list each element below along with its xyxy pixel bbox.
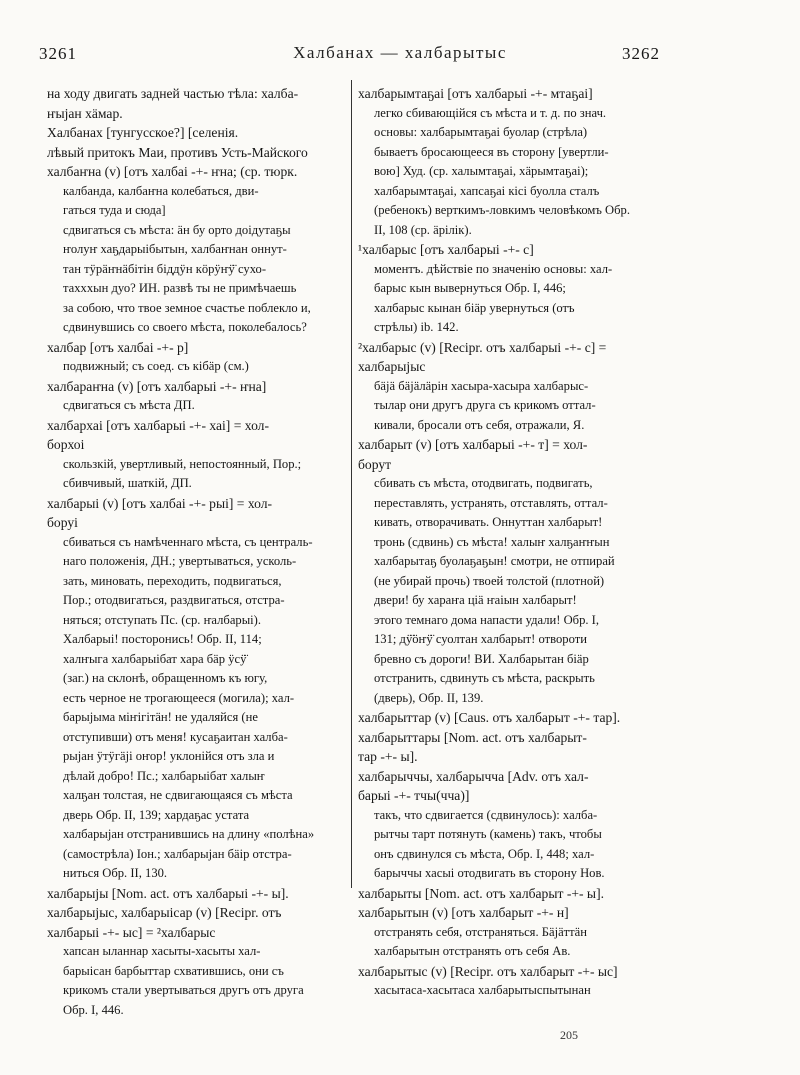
definition-line: (дверь), Обр. II, 139. bbox=[374, 690, 484, 705]
dictionary-entry bbox=[358, 435, 673, 708]
definition-line: сбиваться съ намѣченнаго мѣста, съ централь- bbox=[63, 534, 313, 549]
definition-line: рытчы тарт потянуть (камень) такъ, чтобы bbox=[374, 827, 602, 841]
definition-line: ниться Обр. II, 130. bbox=[63, 866, 168, 880]
entry-headword bbox=[47, 903, 347, 942]
entry-headword bbox=[358, 903, 673, 923]
dictionary-entry bbox=[358, 708, 673, 728]
definition-line: барыјыма міҥігітӓн! не удаляйся (не bbox=[63, 710, 258, 724]
definition-line: дѣлай добро! Пс.; халбарыібат халыҥ bbox=[63, 768, 265, 783]
headword-line: ¹халбарыс [отъ халбарыі -+- с] bbox=[358, 242, 534, 257]
definition-line: подвижный; съ соед. съ кібӓр (см.) bbox=[63, 359, 249, 373]
definition-line: гаться туда и сюда] bbox=[63, 203, 166, 217]
right-column bbox=[358, 84, 673, 1034]
definition-line: халбарытын отстранять отъ себя Ав. bbox=[374, 944, 571, 958]
headword-line: халбарыты [Nom. act. отъ халбарыт -+- ы]. bbox=[358, 885, 604, 901]
entry-definition bbox=[358, 806, 673, 884]
definition-line: тылар они другъ друга съ крикомъ оттал- bbox=[374, 398, 596, 412]
definition-line: вою] Худ. (ср. халымтаҕаі, хӓрымтаҕаі); bbox=[374, 164, 589, 178]
definition-line: (заг.) на склонѣ, обращенномъ къ югу, bbox=[63, 671, 268, 685]
headword-line: на ходу двигать задней частью тѣла: халба- bbox=[47, 86, 299, 101]
entry-definition bbox=[358, 474, 673, 708]
definition-line: моментъ. дѣйствіе по значенію основы: хал- bbox=[374, 261, 613, 276]
definition-line: основы: халбарымтаҕаі буолар (стрѣла) bbox=[374, 125, 588, 139]
definition-line: халҕан толстая, не сдвигающаяся съ мѣста bbox=[63, 788, 293, 802]
definition-line: сдвигаться съ мѣста: ӓн бу орто доідутаҕы bbox=[63, 222, 291, 237]
headword-line: халбарыт (v) [отъ халбарыі -+- т] = хол- bbox=[358, 437, 588, 452]
headword-line: ҥыјан хӓмар. bbox=[47, 105, 123, 121]
dictionary-entry bbox=[47, 338, 347, 377]
definition-line: тан тӱрӓҥнӓбітін біддӱн кӧрӱҥӱ̈ сухо- bbox=[63, 261, 267, 276]
entry-headword bbox=[358, 240, 673, 260]
definition-line: халбарытаҕ буолаҕаҕын! смотри, не отпирай bbox=[374, 554, 615, 568]
headword-line: халбарыјыс bbox=[358, 359, 426, 374]
definition-line: кивать, отворачивать. Оннуттан халбарыт! bbox=[374, 515, 603, 529]
entry-definition bbox=[358, 981, 673, 1001]
headword-line: борут bbox=[358, 456, 392, 472]
dictionary-entry bbox=[47, 162, 347, 338]
entry-headword bbox=[47, 884, 347, 904]
definition-line: тронь (сдвинь) съ мѣста! халыҥ халҕаҥҥын bbox=[374, 534, 610, 549]
entry-headword bbox=[47, 338, 347, 358]
headword-line: халбархаі [отъ халбарыі -+- хаі] = хол- bbox=[47, 417, 269, 433]
headword-line: лѣвый притокъ Маи, противъ Усть-Майского bbox=[47, 144, 308, 160]
definition-line: сдвигаться съ мѣста ДП. bbox=[63, 398, 195, 412]
entry-headword bbox=[358, 884, 673, 904]
definition-line: отстранить, сдвинуть съ мѣста, раскрыть bbox=[374, 671, 595, 685]
dictionary-entry bbox=[358, 884, 673, 904]
definition-line: этого темнаго дома напасти удали! Обр. I, bbox=[374, 612, 600, 627]
definition-line: отстранять себя, отстраняться. Бӓјӓттӓн bbox=[374, 924, 587, 939]
dictionary-entry bbox=[47, 123, 347, 162]
headword-line: халбарыттары [Nom. act. отъ халбарыт- bbox=[358, 729, 587, 745]
definition-line: бӓјӓ бӓјӓлӓрін хасыра-хасыра халбарыс- bbox=[374, 378, 589, 393]
dictionary-entry bbox=[47, 884, 347, 904]
entry-definition bbox=[47, 396, 347, 416]
dictionary-entry bbox=[358, 962, 673, 1001]
definition-line: онъ сдвинулся съ мѣста, Обр. I, 448; хал- bbox=[374, 846, 595, 861]
definition-line: такъ, что сдвигается (сдвинулось): халба- bbox=[374, 807, 598, 822]
definition-line: 131; дӱ̈ӧҥӱ̈ суолтан халбарыт! отвороти bbox=[374, 632, 587, 646]
dictionary-entry bbox=[47, 903, 347, 1020]
headword-line: халбарыі (v) [отъ халбаі -+- рыі] = хол- bbox=[47, 495, 273, 511]
entry-headword bbox=[358, 338, 673, 377]
dictionary-entry bbox=[358, 240, 673, 338]
definition-line: есть черное не трогающееся (могила); хал- bbox=[63, 690, 295, 705]
headword-line: халбар [отъ халбаі -+- р] bbox=[47, 339, 189, 355]
dictionary-entry bbox=[358, 84, 673, 240]
definition-line: кивали, бросали отъ себя, отражали, Я. bbox=[374, 417, 585, 432]
definition-line: барыс кын вывернуться Обр. I, 446; bbox=[374, 281, 566, 295]
headword-line: халбарыттар (v) [Caus. отъ халбарыт -+- тар]. bbox=[358, 710, 621, 725]
headword-line: халбарытын (v) [отъ халбарыт -+- н] bbox=[358, 905, 569, 920]
definition-line: двери! бу хараҥа ціӓ ҥаіын халбарыт! bbox=[374, 593, 577, 607]
left-column bbox=[47, 84, 347, 1034]
headword-line: боруі bbox=[47, 515, 78, 530]
headword-line: халбарытыс (v) [Recipr. отъ халбарыт -+- ыс] bbox=[358, 963, 618, 979]
entry-headword bbox=[47, 84, 347, 123]
entry-definition bbox=[358, 377, 673, 436]
entry-definition bbox=[358, 104, 673, 241]
headword-line: халбараҥна (v) [отъ халбарыі -+- ҥна] bbox=[47, 378, 267, 394]
entry-headword bbox=[358, 767, 673, 806]
entry-headword bbox=[47, 416, 347, 455]
entry-definition bbox=[47, 533, 347, 884]
definition-line: (ребенокъ) верткимъ-ловкимъ человѣкомъ Обр. bbox=[374, 203, 630, 217]
definition-line: няться; отступать Пс. (ср. ҥалбарыі). bbox=[63, 612, 262, 627]
folio-number: 205 bbox=[560, 1028, 578, 1042]
definition-line: наго положенія, ДН.; увертываться, усколь- bbox=[63, 554, 297, 568]
definition-line: стрѣлы) ib. 142. bbox=[374, 320, 459, 334]
dictionary-entry bbox=[358, 728, 673, 767]
definition-line: Халбарыі! посторонись! Обр. II, 114; bbox=[63, 632, 262, 646]
dictionary-entry bbox=[358, 767, 673, 884]
definition-line: сбивать съ мѣста, отодвигать, подвигать, bbox=[374, 476, 593, 490]
definition-line: сдвинувшись со своего мѣста, поколебалось? bbox=[63, 320, 307, 334]
headword-line: барыі -+- тчы(чча)] bbox=[358, 788, 470, 803]
definition-line: II, 108 (ср. ӓрілік). bbox=[374, 222, 472, 237]
page-number-left: 3261 bbox=[39, 44, 77, 63]
headword-line: халбаҥна (v) [отъ халбаі -+- ҥна; (ср. тюрк. bbox=[47, 164, 298, 179]
entry-headword bbox=[358, 435, 673, 474]
definition-line: халбарыјан отстранившись на длину «полѣна» bbox=[63, 827, 315, 841]
headword-line: тар -+- ы]. bbox=[358, 749, 418, 764]
entry-definition bbox=[358, 260, 673, 338]
entry-headword bbox=[358, 728, 673, 767]
dictionary-entry bbox=[47, 416, 347, 494]
dictionary-entry bbox=[358, 903, 673, 962]
definition-line: калбанда, калбаҥна колебаться, дви- bbox=[63, 183, 259, 198]
definition-line: бревно съ дороги! ВИ. Халбарытан біӓр bbox=[374, 651, 589, 666]
definition-line: халбарыс кынан біӓр увернуться (отъ bbox=[374, 300, 575, 315]
definition-line: барыісан барбыттар схватившись, они съ bbox=[63, 963, 284, 978]
definition-line: тахххын дуо? ИН. развѣ ты не примѣчаешь bbox=[63, 281, 297, 295]
definition-line: за собою, что твое земное счастье поблекло и, bbox=[63, 300, 311, 315]
headword-line: халбарыччы, халбарычча [Adv. отъ хал- bbox=[358, 768, 589, 784]
headword-line: халбарыі -+- ыс] = ²халбарыс bbox=[47, 924, 216, 940]
headword-line: халбарыјыс, халбарыісар (v) [Recipr. отъ bbox=[47, 905, 282, 920]
definition-line: барыччы хасыі отодвигать въ сторону Нов. bbox=[374, 866, 605, 880]
running-head: Халбанах — халбарытыс bbox=[293, 43, 507, 62]
definition-line: отступивши) отъ меня! кусаҕаитан халба- bbox=[63, 729, 288, 744]
headword-line: халбарымтаҕаі [отъ халбарыі -+- мтаҕаі] bbox=[358, 86, 593, 101]
entry-headword bbox=[358, 708, 673, 728]
definition-line: (самострѣла) Іон.; халбарыјан бӓір отстра- bbox=[63, 846, 292, 861]
entry-headword bbox=[47, 162, 347, 182]
page-number-right: 3262 bbox=[622, 44, 660, 63]
definition-line: хасытаса-хасытаса халбарытыспытынан bbox=[374, 983, 591, 997]
entry-definition bbox=[47, 182, 347, 338]
entry-headword bbox=[358, 84, 673, 104]
entry-headword bbox=[47, 494, 347, 533]
definition-line: Обр. I, 446. bbox=[63, 1002, 124, 1017]
headword-line: ²халбарыс (v) [Recipr. отъ халбарыі -+- с] = bbox=[358, 339, 607, 355]
headword-line: борхоі bbox=[47, 437, 85, 452]
definition-line: (не убирай прочь) твоей толстой (плотной) bbox=[374, 573, 605, 588]
entry-headword bbox=[47, 123, 347, 162]
headword-line: Халбанах [тунгусское?] [селенія. bbox=[47, 125, 239, 140]
definition-line: переставлять, устранять, отставлять, оттал- bbox=[374, 495, 608, 510]
definition-line: бываетъ бросающееся въ сторону [увертли- bbox=[374, 144, 609, 159]
entry-definition bbox=[47, 455, 347, 494]
dictionary-entry bbox=[47, 84, 347, 123]
entry-headword bbox=[358, 962, 673, 982]
definition-line: халбарымтаҕаі, хапсаҕаі кісі буолла сталъ bbox=[374, 183, 600, 198]
definition-line: крикомъ стали увертываться другъ отъ друга bbox=[63, 983, 304, 997]
column-divider bbox=[351, 80, 352, 888]
page-header bbox=[0, 38, 800, 68]
definition-line: скользкій, увертливый, непостоянный, Пор.; bbox=[63, 456, 302, 471]
entry-definition bbox=[358, 923, 673, 962]
definition-line: дверь Обр. II, 139; хардаҕас устата bbox=[63, 807, 250, 822]
definition-line: легко сбивающійся съ мѣста и т. д. по знач. bbox=[374, 105, 607, 120]
dictionary-entry bbox=[47, 494, 347, 884]
headword-line: халбарыјы [Nom. act. отъ халбарыі -+- ы]. bbox=[47, 885, 289, 901]
definition-line: зать, миновать, переходить, подвигаться, bbox=[63, 573, 282, 588]
definition-line: сбивчивый, шаткій, ДП. bbox=[63, 476, 192, 490]
dictionary-entry bbox=[47, 377, 347, 416]
definition-line: Пор.; отодвигаться, раздвигаться, отстра- bbox=[63, 593, 285, 607]
definition-line: халҥыга халбарыібат хара бӓр ӱсӱ̈ bbox=[63, 651, 247, 666]
entry-definition bbox=[47, 357, 347, 377]
definition-line: хапсан ыланнар хасыты-хасыты хал- bbox=[63, 944, 261, 958]
dictionary-entry bbox=[358, 338, 673, 436]
entry-definition bbox=[47, 942, 347, 1020]
definition-line: ҥолуҥ хаҕдарыібытын, халбаҥнан оннут- bbox=[63, 242, 287, 256]
definition-line: рыјан ӱтӱгӓјі оҥор! уклонійся отъ зла и bbox=[63, 749, 275, 763]
entry-headword bbox=[47, 377, 347, 397]
